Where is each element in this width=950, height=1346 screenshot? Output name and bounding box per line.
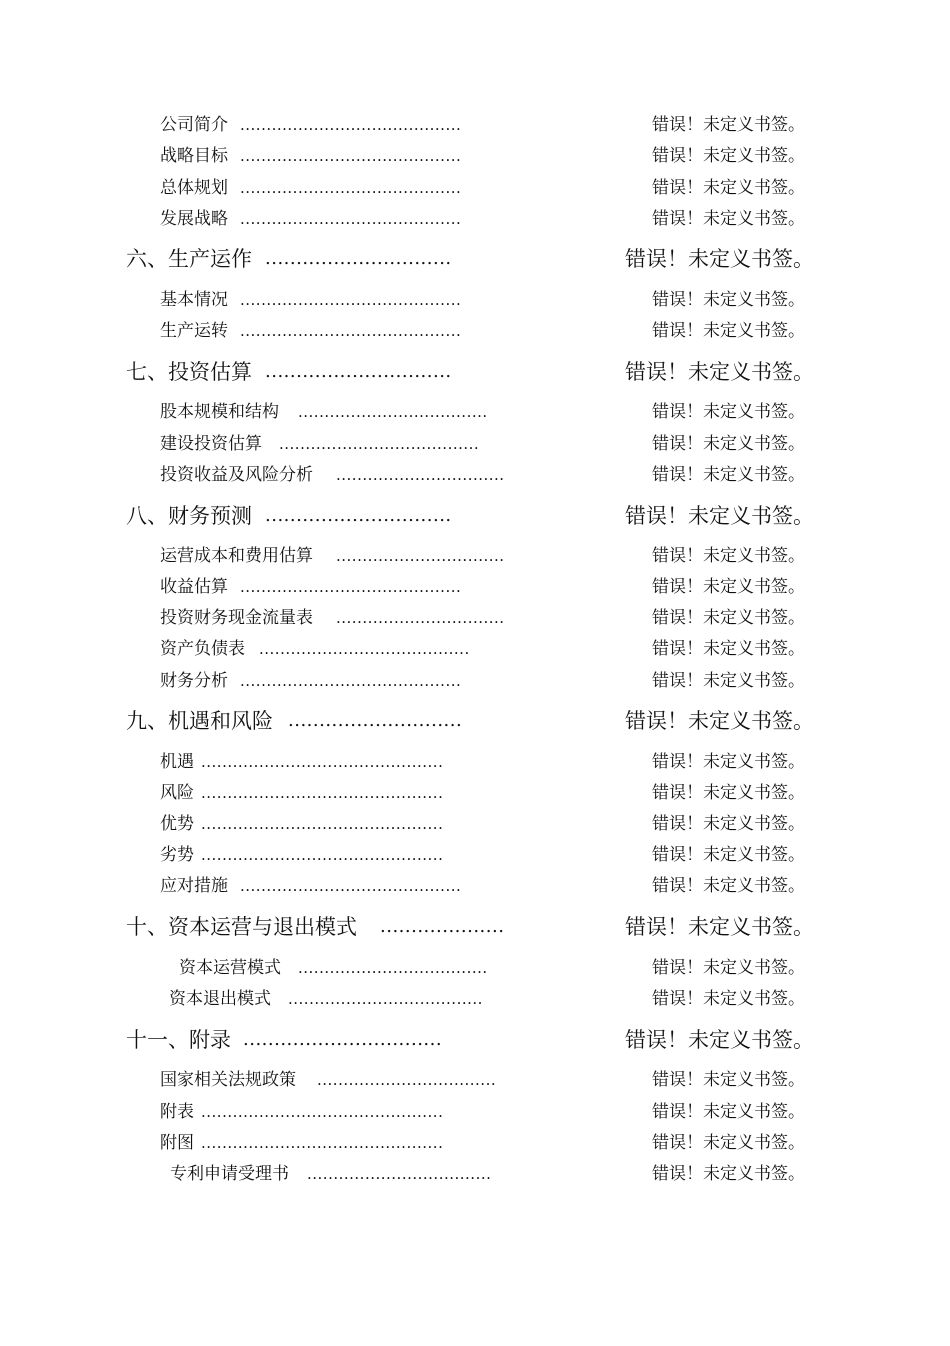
toc-entry[interactable]	[0, 319, 950, 343]
toc-entry-label: 股本规模和结构	[160, 402, 279, 422]
toc-entry-label: 机遇	[160, 752, 194, 772]
toc-section-label: 八、财务预测	[126, 504, 252, 528]
toc-page-ref[interactable]: 错误！未定义书签。	[652, 178, 805, 198]
toc-leader-dots: ..............................................	[201, 846, 444, 864]
toc-entry-label: 总体规划	[160, 178, 228, 198]
toc-entry[interactable]	[0, 544, 950, 568]
toc-page-ref[interactable]: 错误！未定义书签。	[652, 434, 805, 454]
toc-leader-dots: ......................................	[279, 435, 480, 453]
toc-section-label: 七、投资估算	[126, 360, 252, 384]
toc-leader-dots: ....................	[380, 916, 505, 937]
toc-entry[interactable]	[0, 144, 950, 168]
toc-page-ref[interactable]: 错误！未定义书签。	[652, 402, 805, 422]
toc-page-ref[interactable]: 错误！未定义书签。	[652, 671, 805, 691]
toc-leader-dots: ..........................................	[240, 210, 462, 228]
toc-page-ref[interactable]: 错误！未定义书签。	[652, 290, 805, 310]
toc-entry[interactable]	[0, 781, 950, 805]
toc-leader-dots: ................................	[336, 466, 505, 484]
toc-leader-dots: ..............................................	[201, 784, 444, 802]
toc-page-ref[interactable]: 错误！未定义书签。	[652, 876, 805, 896]
toc-page-ref[interactable]: 错误！未定义书签。	[652, 115, 805, 135]
toc-section-label: 九、机遇和风险	[126, 709, 273, 733]
toc-page-ref[interactable]: 错误！未定义书签。	[652, 321, 805, 341]
toc-entry-label: 附表	[160, 1102, 194, 1122]
toc-page-ref[interactable]: 错误！未定义书签。	[652, 639, 805, 659]
toc-entry-label: 专利申请受理书	[170, 1164, 289, 1184]
toc-entry[interactable]	[0, 1100, 950, 1124]
toc-leader-dots: ..........................................	[240, 116, 462, 134]
toc-entry-label: 资产负债表	[160, 639, 245, 659]
toc-entry[interactable]	[0, 750, 950, 774]
toc-leader-dots: ..........................................	[240, 672, 462, 690]
toc-section-label: 十一、附录	[126, 1028, 231, 1052]
toc-entry[interactable]	[0, 669, 950, 693]
toc-entry[interactable]	[0, 113, 950, 137]
toc-page-ref[interactable]: 错误！未定义书签。	[625, 709, 814, 733]
toc-leader-dots: ...................................	[307, 1165, 492, 1183]
toc-page-ref[interactable]: 错误！未定义书签。	[652, 465, 805, 485]
toc-entry-label: 附图	[160, 1133, 194, 1153]
toc-entry-label: 公司简介	[160, 115, 228, 135]
toc-entry-label: 国家相关法规政策	[160, 1070, 296, 1090]
toc-entry-label: 投资财务现金流量表	[160, 608, 313, 628]
toc-leader-dots: .....................................	[288, 990, 483, 1008]
toc-leader-dots: ................................	[336, 609, 505, 627]
toc-page-ref[interactable]: 错误！未定义书签。	[652, 577, 805, 597]
toc-page-ref[interactable]: 错误！未定义书签。	[625, 360, 814, 384]
toc-entry-label: 财务分析	[160, 671, 228, 691]
toc-entry-label: 劣势	[160, 845, 194, 865]
toc-entry[interactable]	[0, 288, 950, 312]
toc-page-ref[interactable]: 错误！未定义书签。	[652, 845, 805, 865]
toc-section-heading[interactable]	[0, 244, 950, 274]
toc-page-ref[interactable]: 错误！未定义书签。	[652, 989, 805, 1009]
toc-entry-label: 投资收益及风险分析	[160, 465, 313, 485]
toc-entry[interactable]	[0, 874, 950, 898]
toc-entry[interactable]	[0, 432, 950, 456]
toc-entry-label: 优势	[160, 814, 194, 834]
toc-leader-dots: ..............................................	[201, 1103, 444, 1121]
toc-leader-dots: ..........................................	[240, 179, 462, 197]
toc-page-ref[interactable]: 错误！未定义书签。	[652, 1133, 805, 1153]
toc-entry[interactable]	[0, 207, 950, 231]
toc-leader-dots: ........................................	[259, 640, 470, 658]
toc-entry-label: 应对措施	[160, 876, 228, 896]
toc-entry[interactable]	[0, 1162, 950, 1186]
toc-page-ref[interactable]: 错误！未定义书签。	[652, 1164, 805, 1184]
toc-page-ref[interactable]: 错误！未定义书签。	[625, 247, 814, 271]
toc-page-ref[interactable]: 错误！未定义书签。	[652, 608, 805, 628]
toc-entry[interactable]	[0, 956, 950, 980]
toc-entry-label: 风险	[160, 783, 194, 803]
toc-entry-label: 生产运转	[160, 321, 228, 341]
toc-section-heading[interactable]	[0, 1025, 950, 1055]
toc-page-ref[interactable]: 错误！未定义书签。	[625, 915, 814, 939]
toc-page-ref[interactable]: 错误！未定义书签。	[652, 958, 805, 978]
toc-entry[interactable]	[0, 637, 950, 661]
toc-entry[interactable]	[0, 400, 950, 424]
toc-page-ref[interactable]: 错误！未定义书签。	[652, 146, 805, 166]
toc-page-ref[interactable]: 错误！未定义书签。	[625, 504, 814, 528]
toc-leader-dots: ....................................	[298, 959, 488, 977]
toc-entry-label: 收益估算	[160, 577, 228, 597]
toc-entry-label: 基本情况	[160, 290, 228, 310]
toc-leader-dots: ..........................................	[240, 877, 462, 895]
toc-leader-dots: ..........................................	[240, 291, 462, 309]
toc-entry[interactable]	[0, 843, 950, 867]
toc-page-ref[interactable]: 错误！未定义书签。	[652, 1070, 805, 1090]
toc-leader-dots: ..............................................	[201, 815, 444, 833]
toc-entry[interactable]	[0, 575, 950, 599]
toc-page-ref[interactable]: 错误！未定义书签。	[625, 1028, 814, 1052]
toc-section-label: 十、资本运营与退出模式	[126, 915, 357, 939]
toc-entry[interactable]	[0, 463, 950, 487]
toc-entry-label: 资本退出模式	[169, 989, 271, 1009]
toc-leader-dots: ..............................................	[201, 1134, 444, 1152]
toc-entry[interactable]	[0, 606, 950, 630]
toc-entry[interactable]	[0, 1068, 950, 1092]
toc-entry[interactable]	[0, 176, 950, 200]
toc-entry-label: 资本运营模式	[179, 958, 281, 978]
toc-leader-dots: ....................................	[298, 403, 488, 421]
toc-leader-dots: ..........................................	[240, 578, 462, 596]
toc-leader-dots: ..............................	[265, 361, 452, 382]
toc-page-ref[interactable]: 错误！未定义书签。	[652, 752, 805, 772]
toc-entry[interactable]	[0, 812, 950, 836]
toc-entry-label: 建设投资估算	[160, 434, 262, 454]
toc-entry[interactable]	[0, 987, 950, 1011]
toc-leader-dots: ............................	[288, 710, 463, 731]
toc-leader-dots: ..............................	[265, 248, 452, 269]
toc-section-heading[interactable]	[0, 912, 950, 942]
toc-page-ref[interactable]: 错误！未定义书签。	[652, 814, 805, 834]
toc-section-heading[interactable]	[0, 706, 950, 736]
toc-section-heading[interactable]	[0, 501, 950, 531]
toc-page-ref[interactable]: 错误！未定义书签。	[652, 783, 805, 803]
toc-entry-label: 战略目标	[160, 146, 228, 166]
toc-leader-dots: ..................................	[317, 1071, 497, 1089]
toc-leader-dots: ..............................................	[201, 753, 444, 771]
toc-page-ref[interactable]: 错误！未定义书签。	[652, 209, 805, 229]
toc-leader-dots: ................................	[336, 547, 505, 565]
toc-leader-dots: ................................	[243, 1029, 443, 1050]
toc-page-ref[interactable]: 错误！未定义书签。	[652, 546, 805, 566]
toc-leader-dots: ..........................................	[240, 147, 462, 165]
toc-section-heading[interactable]	[0, 357, 950, 387]
toc-entry[interactable]	[0, 1131, 950, 1155]
toc-section-label: 六、生产运作	[126, 247, 252, 271]
toc-page-ref[interactable]: 错误！未定义书签。	[652, 1102, 805, 1122]
toc-leader-dots: ..........................................	[240, 322, 462, 340]
toc-leader-dots: ..............................	[265, 505, 452, 526]
toc-entry-label: 发展战略	[160, 209, 228, 229]
toc-entry-label: 运营成本和费用估算	[160, 546, 313, 566]
